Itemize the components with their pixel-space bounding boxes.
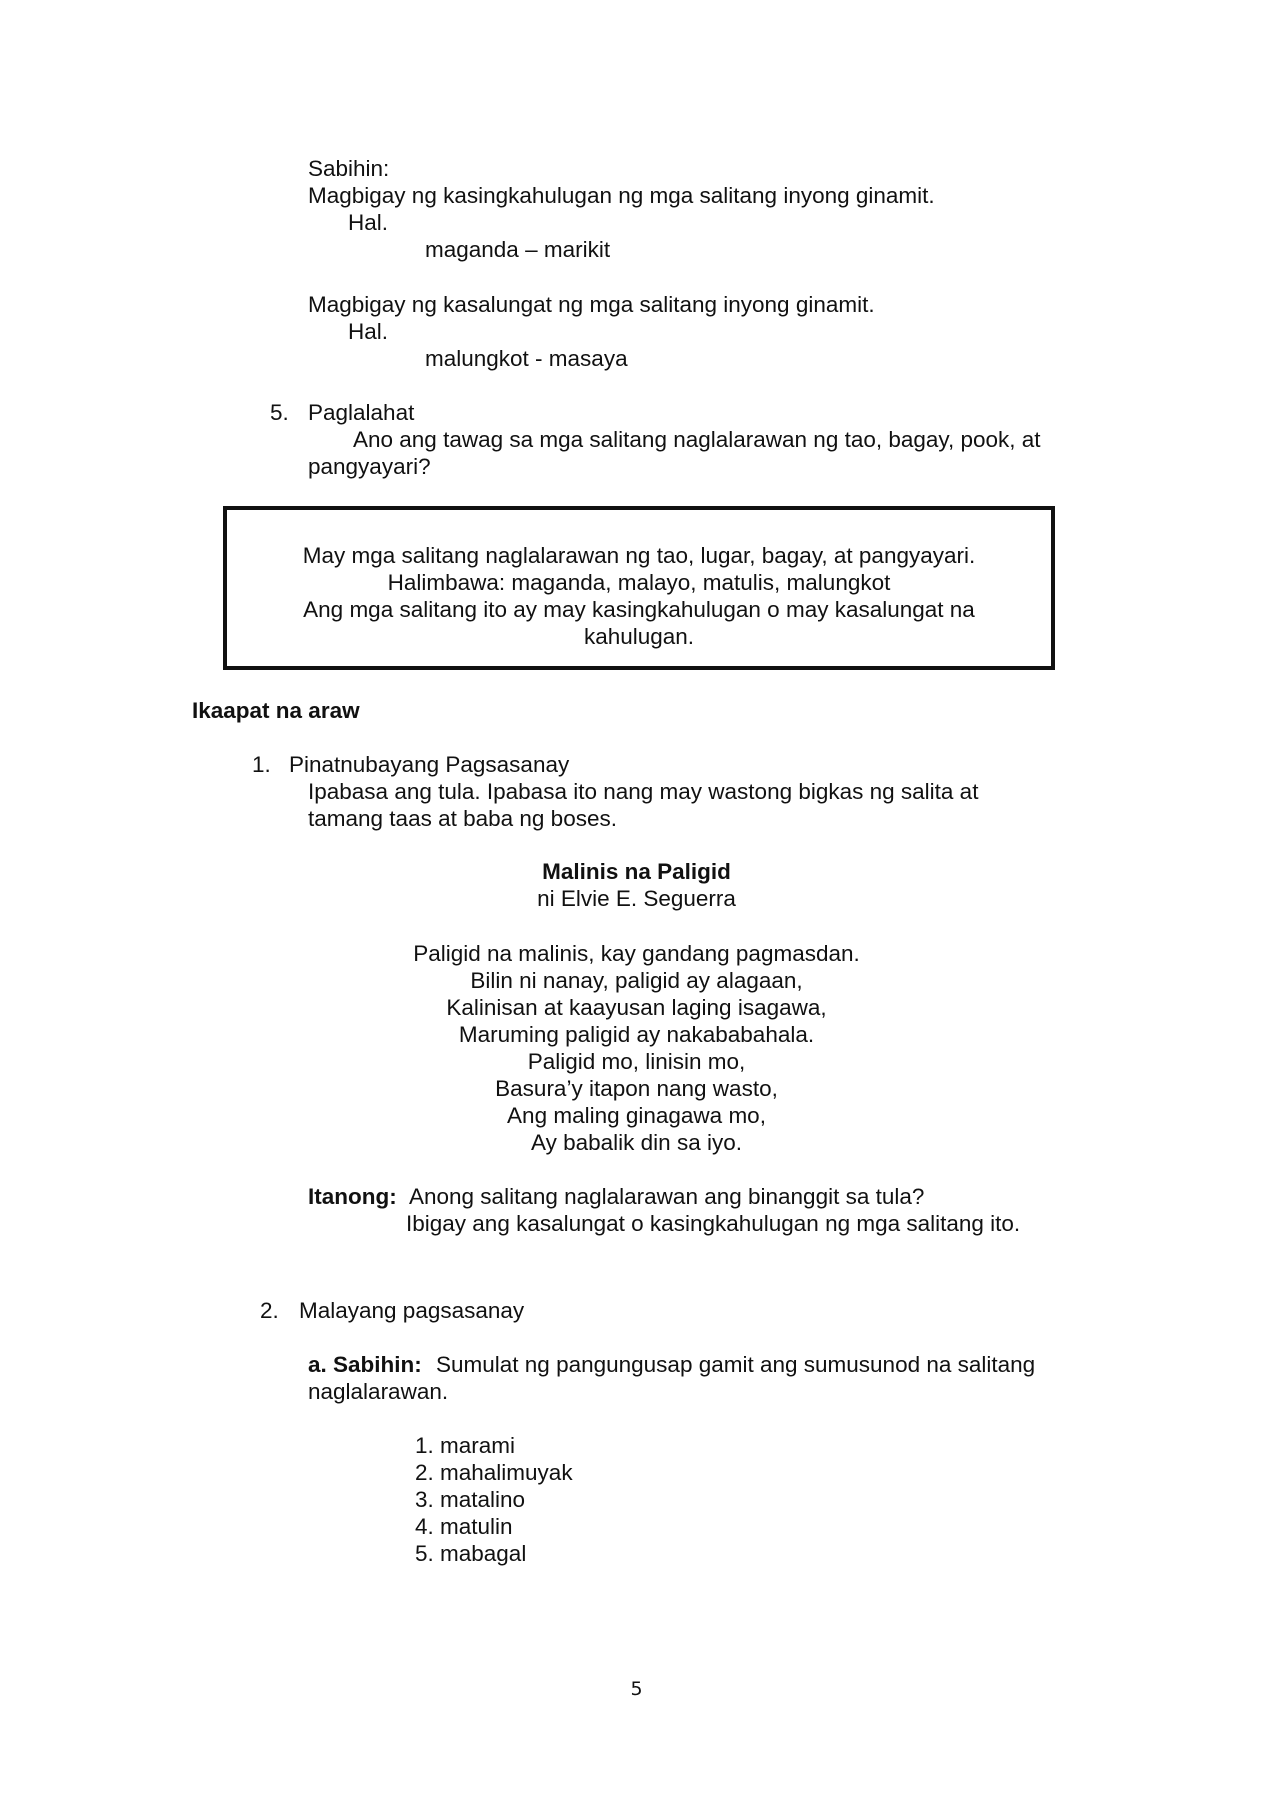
guided-practice-title: Pinatnubayang Pagsasanay [289,752,570,777]
word-list-item: 4. matulin [415,1514,513,1539]
free-practice-title: Malayang pagsasanay [299,1298,525,1323]
paglalahat-number: 5. [270,400,289,425]
poem-line: Paligid na malinis, kay gandang pagmasdan. [413,941,860,966]
word-list-item: 1. marami [415,1433,516,1458]
day-heading: Ikaapat na araw [192,698,360,723]
antonym-example: malungkot - masaya [425,346,628,371]
guided-practice-number: 1. [252,752,271,777]
poem-author: ni Elvie E. Seguerra [537,886,736,911]
hal-label-2: Hal. [348,319,389,344]
summary-line-3: Ang mga salitang ito ay may kasingkahulugan o may kasalungat na [303,597,975,622]
paglalahat-question-line1: Ano ang tawag sa mga salitang naglalarawan ng tao, bagay, pook, at [353,427,1041,452]
itanong-label: Itanong: [308,1184,397,1209]
word-list-item: 3. matalino [415,1487,526,1512]
word-list-item: 5. mabagal [415,1541,527,1566]
itanong-question-2: Ibigay ang kasalungat o kasingkahulugan ng mga salitang ito. [406,1211,1021,1236]
antonym-instruction: Magbigay ng kasalungat ng mga salitang inyong ginamit. [308,292,875,317]
paglalahat-title: Paglalahat [308,400,415,425]
free-practice-number: 2. [260,1298,279,1323]
free-practice-sabihin-label: a. Sabihin: [308,1352,422,1377]
poem-line: Ay babalik din sa iyo. [531,1130,742,1155]
summary-line-2: Halimbawa: maganda, malayo, matulis, malungkot [387,570,891,595]
poem-title: Malinis na Paligid [542,859,731,884]
free-practice-instruction-line1: Sumulat ng pangungusap gamit ang sumusunod na salitang [436,1352,1036,1377]
summary-line-4: kahulugan. [583,624,695,649]
guided-practice-instruction-line2: tamang taas at baba ng boses. [308,806,617,831]
poem-line: Paligid mo, linisin mo, [527,1049,746,1074]
paglalahat-question-line2: pangyayari? [308,454,431,479]
free-practice-instruction-line2: naglalarawan. [308,1379,449,1404]
hal-label-1: Hal. [348,210,389,235]
guided-practice-instruction-line1: Ipabasa ang tula. Ipabasa ito nang may wastong bigkas ng salita at [308,779,979,804]
summary-box [223,506,1055,670]
synonym-instruction: Magbigay ng kasingkahulugan ng mga salitang inyong ginamit. [308,183,935,208]
summary-line-1: May mga salitang naglalarawan ng tao, lugar, bagay, at pangyayari. [302,543,976,568]
itanong-question-1: Anong salitang naglalarawan ang binanggit sa tula? [409,1184,925,1209]
word-list-item: 2. mahalimuyak [415,1460,573,1485]
poem-line: Bilin ni nanay, paligid ay alagaan, [470,968,803,993]
poem-line: Maruming paligid ay nakababahala. [458,1022,815,1047]
synonym-example: maganda – marikit [425,237,611,262]
poem-line: Basura’y itapon nang wasto, [495,1076,778,1101]
poem-line: Ang maling ginagawa mo, [507,1103,766,1128]
sabihin-label: Sabihin: [308,156,390,181]
poem-line: Kalinisan at kaayusan laging isagawa, [446,995,827,1020]
page-number: 5 [630,1678,643,1700]
